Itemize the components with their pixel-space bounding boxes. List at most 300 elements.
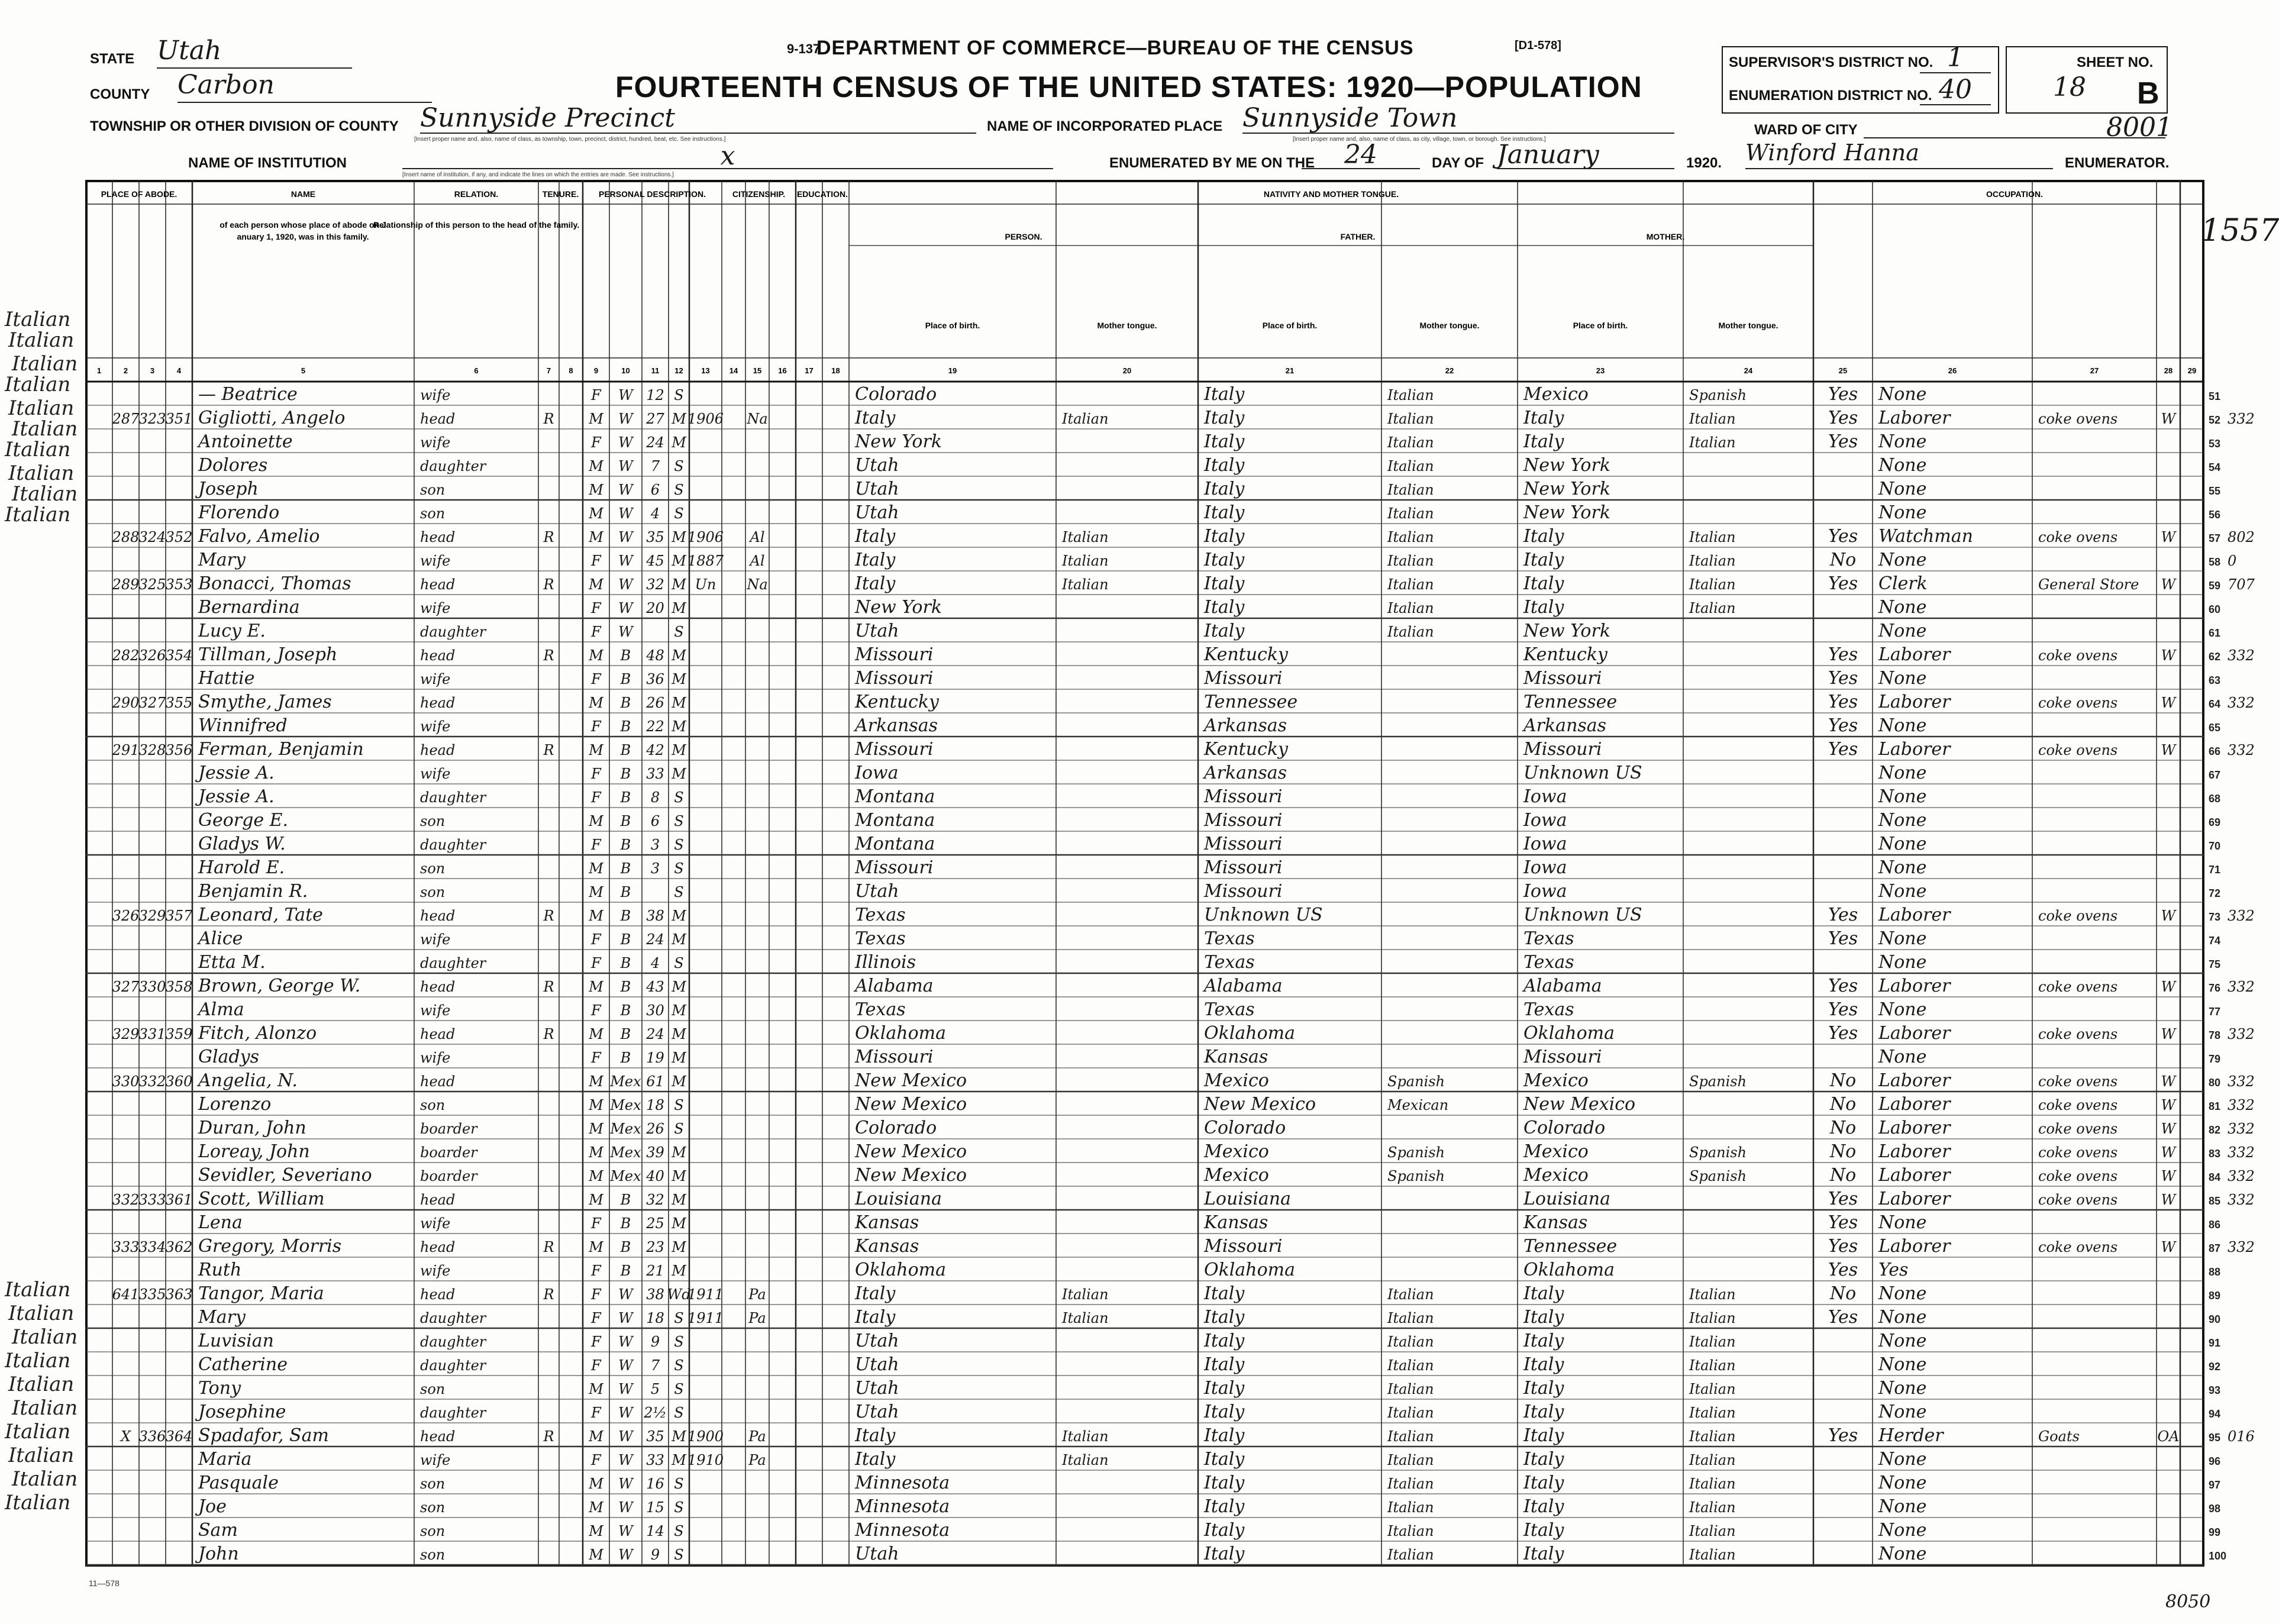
cell-age: 9 [650, 1334, 660, 1350]
cell-mpob: New York [1523, 502, 1610, 523]
cell-num: 357 [165, 908, 193, 924]
column-number: 9 [593, 366, 599, 375]
cell-mpob: Colorado [1523, 1118, 1606, 1138]
line-number: 58 [2209, 556, 2221, 568]
cell-mpob: Missouri [1523, 668, 1602, 689]
cell-sex: M [589, 529, 603, 545]
cell-rel: daughter [420, 1405, 486, 1421]
cell-name: Sam [198, 1520, 238, 1541]
cell-nat: Al [750, 529, 765, 545]
cell-rel: son [420, 505, 446, 522]
cell-rel: daughter [420, 789, 486, 806]
cell-mar: S [674, 1546, 684, 1563]
cell-ftongue: Italian [1387, 1405, 1434, 1421]
ward-label: WARD OF CITY [1754, 122, 1858, 138]
cell-pob: New York [855, 597, 942, 618]
cell-age: 9 [650, 1546, 660, 1563]
column-number: 11 [651, 366, 660, 375]
cell-fpob: Mexico [1204, 1070, 1269, 1091]
corner-stamp: 8050 [2165, 1591, 2211, 1612]
cell-mar: S [674, 458, 684, 474]
cell-nat: Pa [748, 1286, 766, 1303]
line-number: 74 [2209, 935, 2221, 947]
cell-emp: W [2161, 1192, 2176, 1208]
cell-race: W [618, 505, 633, 522]
cell-race: B [620, 1215, 631, 1232]
column-number: 12 [674, 366, 683, 375]
cell-occ: Watchman [1878, 526, 1973, 547]
cell-pob: Illinois [855, 952, 916, 973]
column-number: 21 [1285, 366, 1295, 375]
line-number: 93 [2209, 1384, 2221, 1396]
line-number: 91 [2209, 1337, 2221, 1349]
cell-occ: None [1878, 1307, 1927, 1328]
cell-race: W [618, 553, 633, 569]
cell-fam: 326 [138, 647, 166, 664]
cell-sex: M [589, 411, 603, 427]
section-heading: EDUCATION. [796, 189, 848, 199]
cell-sex: M [589, 742, 603, 758]
census-title: FOURTEENTH CENSUS OF THE UNITED STATES: 1920—POPULATION [615, 70, 1642, 104]
cell-imm: Un [695, 576, 716, 593]
cell-race: B [620, 695, 631, 711]
column-number: 10 [621, 366, 630, 375]
occupation-code: 332 [2228, 1097, 2255, 1113]
cell-mar: M [672, 908, 686, 924]
line-number: 54 [2209, 461, 2221, 473]
cell-dw: 332 [112, 1192, 140, 1208]
cell-race: W [618, 600, 633, 616]
cell-age: 6 [650, 813, 660, 829]
cell-mar: M [672, 1026, 686, 1042]
place-of-birth-heading: Place of birth. [1262, 321, 1318, 330]
cell-occ: Laborer [1878, 1118, 1951, 1138]
cell-pob: Oklahoma [855, 1023, 946, 1044]
line-number: 100 [2209, 1550, 2227, 1562]
line-number: 53 [2209, 438, 2221, 450]
cell-sex: F [591, 1263, 601, 1279]
cell-dw: 326 [112, 908, 140, 924]
cell-occ: None [1878, 597, 1927, 618]
cell-age: 19 [646, 1050, 664, 1066]
column-number: 27 [2090, 366, 2099, 375]
year-label: 1920. [1686, 155, 1722, 171]
cell-imm: 1911 [687, 1286, 724, 1303]
cell-num: 359 [165, 1026, 193, 1042]
cell-occ: None [1878, 1378, 1927, 1399]
cell-fam: 332 [138, 1073, 166, 1090]
cell-age: 42 [646, 742, 664, 758]
occupation-code: 332 [2228, 1026, 2255, 1042]
cell-fpob: Louisiana [1204, 1189, 1291, 1209]
cell-emp: OA [2157, 1428, 2180, 1445]
cell-mpob: New York [1523, 621, 1610, 641]
line-number: 90 [2209, 1313, 2221, 1325]
cell-age: 5 [650, 1381, 660, 1397]
cell-mpob: Italy [1523, 1283, 1564, 1304]
cell-ftongue: Italian [1387, 505, 1434, 522]
cell-race: W [618, 1546, 633, 1563]
cell-rel: daughter [420, 1310, 486, 1326]
cell-occ: None [1878, 668, 1927, 689]
line-number: 86 [2209, 1219, 2221, 1231]
cell-fpob: Italy [1204, 479, 1245, 499]
cell-sex: F [591, 766, 601, 782]
cell-eng: No [1829, 1118, 1857, 1138]
cell-eng: Yes [1828, 1023, 1858, 1044]
cell-dw: 288 [112, 529, 140, 545]
cell-fpob: Italy [1204, 1449, 1245, 1470]
cell-rel: daughter [420, 1334, 486, 1350]
cell-sex: M [589, 908, 603, 924]
cell-rel: head [420, 411, 456, 427]
cell-age: 24 [646, 931, 664, 948]
incorporated-note: [Insert proper name and, also, name of class, as city, village, town, or borough. See instructions.] [1293, 136, 1546, 143]
cell-pob: Texas [855, 905, 906, 925]
cell-mar: M [672, 1192, 686, 1208]
cell-mar: S [674, 1310, 684, 1326]
cell-rel: daughter [420, 837, 486, 853]
line-number: 94 [2209, 1408, 2221, 1420]
incorporated-value: Sunnyside Town [1242, 103, 1674, 134]
cell-emp: W [2161, 908, 2176, 924]
cell-eng: No [1829, 1283, 1857, 1304]
cell-race: B [620, 1239, 631, 1255]
cell-ftongue: Italian [1387, 1452, 1434, 1468]
cell-ten: R [543, 979, 554, 995]
sheet-side: B [2137, 76, 2159, 111]
cell-eng: No [1829, 1094, 1857, 1115]
cell-sex: F [591, 1310, 601, 1326]
line-number: 51 [2209, 390, 2221, 402]
cell-occ: None [1878, 1047, 1927, 1067]
enumeration-label: ENUMERATION DISTRICT NO. [1729, 88, 1932, 104]
cell-occ: None [1878, 1473, 1927, 1493]
cell-mtongue: Italian [1689, 1546, 1736, 1563]
cell-mpob: Missouri [1523, 1047, 1602, 1067]
cell-ind: coke ovens [2038, 1144, 2118, 1161]
cell-ftongue: Mexican [1387, 1097, 1449, 1113]
cell-mpob: Oklahoma [1523, 1260, 1615, 1280]
line-number: 81 [2209, 1100, 2221, 1112]
cell-race: Mex [610, 1097, 641, 1113]
cell-tongue: Italian [1062, 411, 1109, 427]
column-number: 17 [805, 366, 814, 375]
cell-name: Gregory, Morris [198, 1236, 342, 1257]
cell-fpob: Arkansas [1204, 715, 1287, 736]
occupation-code: 332 [2228, 979, 2255, 995]
cell-mtongue: Italian [1689, 1334, 1736, 1350]
cell-pob: Italy [855, 1449, 896, 1470]
cell-mpob: Missouri [1523, 739, 1602, 760]
cell-age: 33 [646, 1452, 664, 1468]
cell-eng: Yes [1828, 1260, 1858, 1280]
cell-occ: Laborer [1878, 408, 1951, 428]
cell-mpob: Italy [1523, 1307, 1564, 1328]
cell-fam: 330 [138, 979, 166, 995]
cell-mpob: Mexico [1523, 1165, 1589, 1186]
cell-num: 362 [165, 1239, 193, 1255]
cell-mar: M [672, 529, 686, 545]
footer-code: 11—578 [89, 1578, 120, 1588]
cell-mtongue: Italian [1689, 411, 1736, 427]
cell-sex: F [591, 789, 601, 806]
cell-occ: None [1878, 1354, 1927, 1375]
cell-occ: None [1878, 881, 1927, 902]
line-number: 76 [2209, 982, 2221, 994]
stamp-number: 1557 [2201, 213, 2279, 248]
cell-sex: M [589, 695, 603, 711]
cell-age: 22 [646, 718, 664, 735]
cell-age: 23 [646, 1239, 664, 1255]
cell-fpob: Italy [1204, 573, 1245, 594]
cell-mpob: Kansas [1523, 1212, 1588, 1233]
occupation-code: 332 [2228, 742, 2255, 758]
cell-race: B [620, 908, 631, 924]
cell-rel: boarder [420, 1168, 477, 1184]
subsection-heading: FATHER. [1340, 232, 1376, 241]
cell-sex: M [589, 1499, 603, 1516]
column-number: 20 [1122, 366, 1132, 375]
cell-name: Lena [198, 1212, 243, 1233]
cell-mpob: Italy [1523, 573, 1564, 594]
cell-pob: Missouri [855, 644, 934, 665]
cell-age: 6 [650, 482, 660, 498]
cell-eng: No [1829, 550, 1857, 570]
line-number: 71 [2209, 864, 2221, 876]
cell-mtongue: Spanish [1689, 1144, 1747, 1161]
occupation-code: 0 [2228, 553, 2237, 569]
cell-name: Winnifred [198, 715, 288, 736]
cell-race: B [620, 789, 631, 806]
margin-note: Italian [12, 1325, 78, 1349]
cell-name: Alma [198, 999, 244, 1020]
cell-emp: W [2161, 529, 2176, 545]
cell-age: 7 [650, 458, 660, 474]
cell-num: 355 [165, 695, 193, 711]
cell-ind: coke ovens [2038, 411, 2118, 427]
cell-pob: Iowa [855, 763, 899, 783]
cell-sex: F [591, 718, 601, 735]
cell-race: W [618, 1523, 633, 1539]
cell-fam: 327 [138, 695, 166, 711]
cell-name: Lucy E. [198, 621, 266, 641]
cell-fpob: Italy [1204, 597, 1245, 618]
cell-race: B [620, 1263, 631, 1279]
cell-ind: coke ovens [2038, 1073, 2118, 1090]
cell-race: B [620, 955, 631, 971]
cell-age: 38 [646, 1286, 664, 1303]
line-number: 59 [2209, 580, 2221, 592]
cell-pob: Minnesota [855, 1520, 950, 1541]
occupation-code: 332 [2228, 1192, 2255, 1208]
cell-occ: None [1878, 502, 1927, 523]
cell-mpob: Italy [1523, 1520, 1564, 1541]
mother-tongue-heading: Mother tongue. [1419, 321, 1480, 330]
cell-num: 358 [165, 979, 193, 995]
cell-ten: R [543, 1239, 554, 1255]
cell-pob: Italy [855, 573, 896, 594]
cell-rel: wife [420, 931, 451, 948]
sheet-label: SHEET NO. [2077, 54, 2154, 70]
cell-age: 26 [646, 695, 664, 711]
cell-mpob: Italy [1523, 597, 1564, 618]
line-number: 95 [2209, 1432, 2221, 1444]
cell-num: 361 [165, 1192, 193, 1208]
cell-rel: wife [420, 600, 451, 616]
occupation-code: 016 [2228, 1428, 2255, 1445]
enumerated-month: January [1497, 140, 1674, 169]
cell-ind: coke ovens [2038, 1121, 2118, 1137]
cell-mpob: Texas [1523, 999, 1574, 1020]
mother-tongue-heading: Mother tongue. [1718, 321, 1778, 330]
cell-rel: daughter [420, 1357, 486, 1374]
cell-race: B [620, 860, 631, 877]
cell-ftongue: Spanish [1387, 1073, 1445, 1090]
cell-sex: M [589, 482, 603, 498]
cell-sex: F [591, 955, 601, 971]
line-number: 61 [2209, 627, 2221, 639]
line-number: 73 [2209, 911, 2221, 923]
cell-pob: Montana [855, 786, 935, 807]
state-label: STATE [90, 51, 135, 67]
cell-fam: 333 [138, 1192, 166, 1208]
cell-tongue: Italian [1062, 1286, 1109, 1303]
line-number: 99 [2209, 1526, 2221, 1538]
cell-eng: Yes [1828, 739, 1858, 760]
occupation-code: 332 [2228, 1239, 2255, 1255]
day-of-label: DAY OF [1432, 155, 1484, 171]
cell-name: Loreay, John [198, 1141, 310, 1162]
cell-mar: M [672, 1215, 686, 1232]
cell-rel: son [420, 813, 446, 829]
cell-fpob: Missouri [1204, 810, 1283, 831]
cell-ftongue: Spanish [1387, 1168, 1445, 1184]
line-number: 80 [2209, 1077, 2221, 1089]
cell-occ: Laborer [1878, 1236, 1951, 1257]
supervisor-value: 1 [1920, 43, 1991, 73]
cell-rel: wife [420, 553, 451, 569]
line-number: 97 [2209, 1479, 2221, 1491]
cell-rel: boarder [420, 1121, 477, 1137]
cell-eng: Yes [1828, 573, 1858, 594]
cell-nat: Pa [748, 1310, 766, 1326]
cell-fam: 323 [138, 411, 166, 427]
cell-eng: Yes [1828, 384, 1858, 405]
cell-mar: M [672, 1144, 686, 1161]
cell-name: Pasquale [198, 1473, 279, 1493]
cell-sex: F [591, 1405, 601, 1421]
cell-name: Maria [198, 1449, 252, 1470]
cell-sex: M [589, 860, 603, 877]
cell-rel: boarder [420, 1144, 477, 1161]
cell-ind: coke ovens [2038, 908, 2118, 924]
cell-occ: None [1878, 1402, 1927, 1422]
cell-mar: M [672, 1002, 686, 1019]
cell-mtongue: Italian [1689, 1523, 1736, 1539]
cell-pob: Utah [855, 1354, 899, 1375]
cell-pob: Utah [855, 1402, 899, 1422]
cell-name: Gigliotti, Angelo [198, 408, 346, 428]
cell-mpob: Iowa [1523, 834, 1567, 854]
cell-name: Ruth [198, 1260, 242, 1280]
margin-note: Italian [8, 1444, 75, 1467]
cell-mar: M [672, 1050, 686, 1066]
cell-imm: 1906 [687, 529, 724, 545]
cell-fpob: Italy [1204, 384, 1245, 405]
cell-ten: R [543, 1428, 554, 1445]
cell-fam: 336 [138, 1428, 166, 1445]
cell-ftongue: Italian [1387, 1381, 1434, 1397]
cell-name: Benjamin R. [198, 881, 308, 902]
cell-sex: M [589, 1523, 603, 1539]
cell-ten: R [543, 1286, 554, 1303]
cell-num: 356 [165, 742, 193, 758]
cell-pob: Utah [855, 479, 899, 499]
line-number: 67 [2209, 769, 2221, 781]
cell-pob: Italy [855, 526, 896, 547]
cell-name: Jessie A. [198, 786, 275, 807]
cell-ftongue: Italian [1387, 434, 1434, 451]
cell-age: 12 [646, 387, 664, 403]
cell-eng: Yes [1828, 1189, 1858, 1209]
cell-sex: M [589, 505, 603, 522]
cell-name: Florendo [198, 502, 280, 523]
section-heading: RELATION. [454, 189, 499, 199]
cell-occ: None [1878, 834, 1927, 854]
cell-race: W [618, 1357, 633, 1374]
cell-age: 39 [646, 1144, 664, 1161]
cell-age: 7 [650, 1357, 660, 1374]
cell-pob: New York [855, 431, 942, 452]
cell-mpob: Italy [1523, 1473, 1564, 1493]
cell-mar: M [672, 1263, 686, 1279]
column-number: 23 [1596, 366, 1605, 375]
cell-occ: Laborer [1878, 1094, 1951, 1115]
cell-name: Tillman, Joseph [198, 644, 338, 665]
line-number: 89 [2209, 1290, 2221, 1302]
occupation-code: 332 [2228, 1121, 2255, 1137]
grid-rows [112, 384, 2255, 1564]
cell-mpob: Mexico [1523, 1070, 1589, 1091]
cell-occ: None [1878, 928, 1927, 949]
cell-mpob: Alabama [1523, 976, 1602, 996]
cell-name: Joseph [198, 479, 259, 499]
cell-fpob: Oklahoma [1204, 1260, 1295, 1280]
cell-fam: 324 [138, 529, 166, 545]
cell-race: W [618, 1310, 633, 1326]
cell-rel: son [420, 482, 446, 498]
cell-ind: coke ovens [2038, 1192, 2118, 1208]
cell-mar: S [674, 1357, 684, 1374]
cell-name: Fitch, Alonzo [198, 1023, 317, 1044]
line-number: 52 [2209, 414, 2221, 426]
cell-race: Mex [610, 1073, 641, 1090]
subsection-heading: MOTHER. [1646, 232, 1685, 241]
cell-pob: Utah [855, 1544, 899, 1564]
cell-name: Bernardina [198, 597, 300, 618]
cell-sex: M [589, 884, 603, 900]
cell-age: 14 [646, 1523, 664, 1539]
cell-age: 4 [650, 955, 660, 971]
cell-occ: None [1878, 1544, 1927, 1564]
cell-eng: Yes [1828, 431, 1858, 452]
cell-ind: coke ovens [2038, 979, 2118, 995]
cell-mpob: Italy [1523, 431, 1564, 452]
margin-note: Italian [8, 1302, 75, 1325]
cell-mar: S [674, 1523, 684, 1539]
cell-ind: coke ovens [2038, 1026, 2118, 1042]
